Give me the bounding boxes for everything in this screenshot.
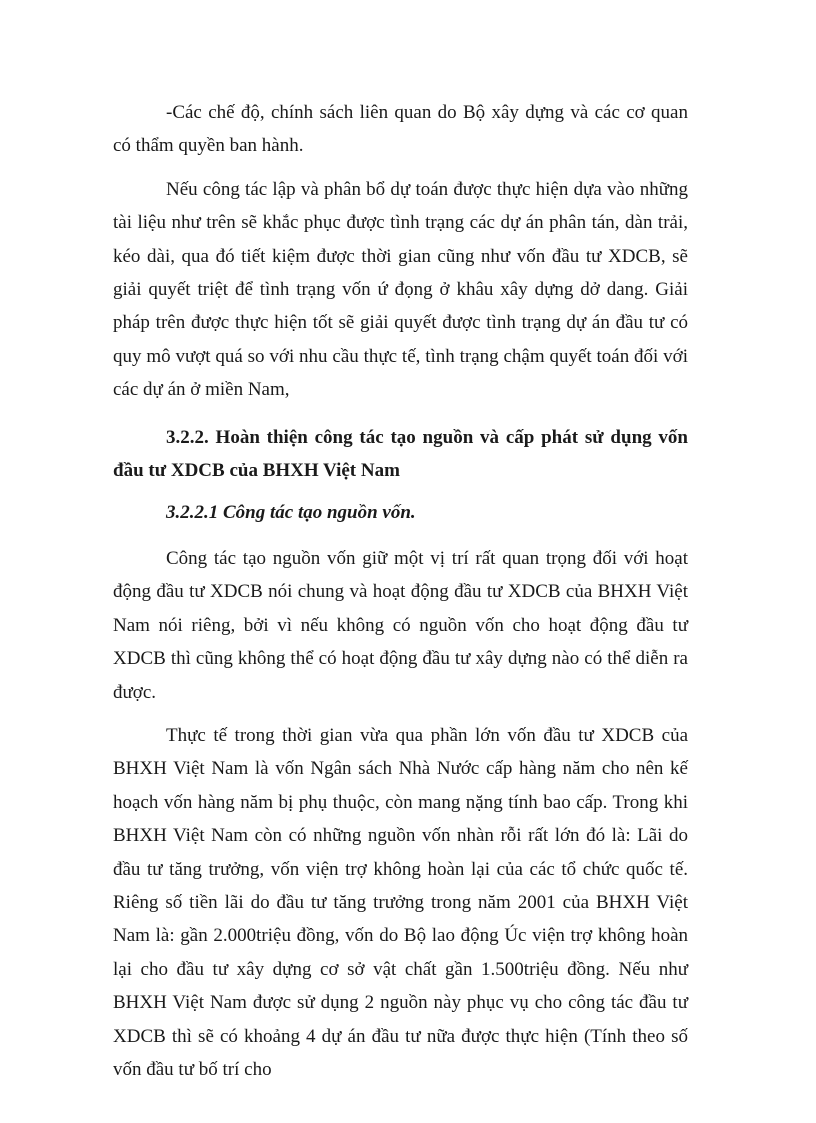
paragraph-policies: -Các chế độ, chính sách liên quan do Bộ xây dựng và các cơ quan có thẩm quyền ban hành.: [113, 102, 688, 157]
paragraph-funding-reality: Thực tế trong thời gian vừa qua phần lớn vốn đầu tư XDCB của BHXH Việt Nam là vốn Ngân sách Nhà Nước cấp hàng năm cho nên kế hoạch vốn hàng năm bị phụ thuộc, còn mang nặng tính bao cấp. Trong khi BHXH Việt Nam còn có những nguồn vốn nhàn rỗi rất lớn đó là: Lãi do đầu tư tăng trưởng, vốn viện trợ không hoàn lại của các tổ chức quốc tế. Riêng số tiền lãi do đầu tư tăng trưởng trong năm 2001 của BHXH Việt Nam là: gần 2.000triệu đồng, vốn do Bộ lao động Úc viện trợ không hoàn lại cho đầu tư xây dựng cơ sở vật chất gần 1.500triệu đồng. Nếu như BHXH Việt Nam được sử dụng 2 nguồn này phục vụ cho công tác đầu tư XDCB thì sẽ có khoảng 4 dự án đầu tư nữa được thực hiện (Tính theo số vốn đầu tư bố trí cho: [113, 724, 688, 1080]
document-body: [113, 96, 688, 1086]
paragraph-capital-sourcing: Công tác tạo nguồn vốn giữ một vị trí rất quan trọng đối với hoạt động đầu tư XDCB nói chung và hoạt động đầu tư XDCB của BHXH Việt Nam nói riêng, bởi vì nếu không có nguồn vốn cho hoạt động đầu tư XDCB thì cũng không thể có hoạt động đầu tư xây dựng nào có thể diễn ra được.: [113, 547, 688, 703]
section-heading: 3.2.2. Hoàn thiện công tác tạo nguồn và cấp phát sử dụng vốn đầu tư XDCB của BHXH Việt Nam: [113, 426, 688, 482]
subsection-heading: 3.2.2.1 Công tác tạo nguồn vốn.: [166, 502, 416, 524]
paragraph-budget-allocation: Nếu công tác lập và phân bổ dự toán được thực hiện dựa vào những tài liệu như trên sẽ khắc phục được tình trạng các dự án phân tán, dàn trải, kéo dài, qua đó tiết kiệm được thời gian cũng như vốn đầu tư XDCB, sẽ giải quyết triệt để tình trạng vốn ứ đọng ở khâu xây dựng dở dang. Giải pháp trên được thực hiện tốt sẽ giải quyết được tình trạng dự án đầu tư có quy mô vượt quá so với nhu cầu thực tế, tình trạng chậm quyết toán đối với các dự án ở miền Nam,: [113, 178, 688, 401]
